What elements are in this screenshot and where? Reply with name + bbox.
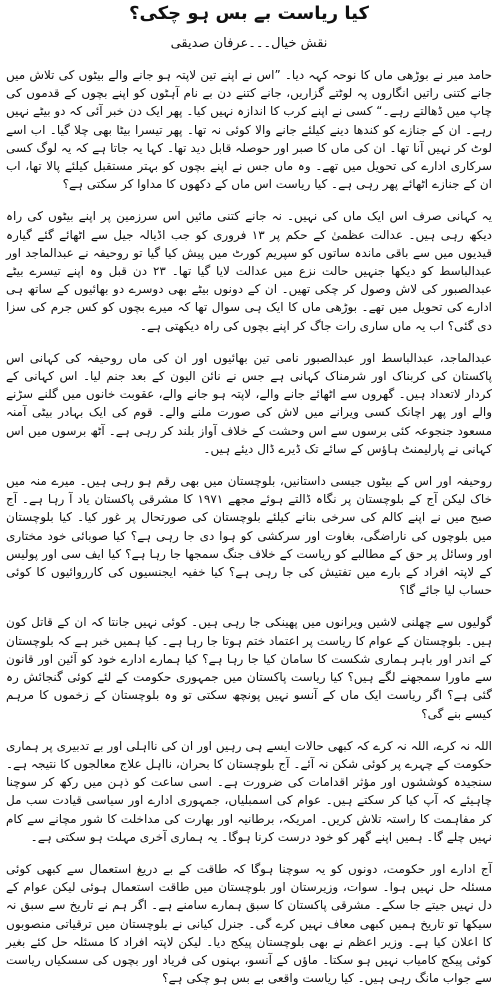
paragraph: آج ادارے اور حکومت، دونوں کو یہ سوچنا ہوگا کہ طاقت کے بے دریغ استعمال سے کبھی کوئی مسئلہ حل نہیں ہوا۔ سوات، وزیرستان اور بلوچستان میں طاقت استعمال ہوئی لیکن عوام کے دل نہیں جیتے جا سکے۔ مشرقی پاکستان کا سبق ہمارے سامنے ہے۔ اگر ہم نے تاریخ سے سبق نہ سیکھا تو تاریخ ہمیں کبھی معاف نہیں کرے گی۔ جنرل کیانی نے بلوچستان میں ترقیاتی منصوبوں کا اعلان کیا ہے۔ وزیر اعظم نے بھی بلوچستان پیکج دیا۔ لیکن لاپتہ افراد کا مسئلہ حل کئے بغیر کوئی پیکج کامیاب نہیں ہو سکتا۔ ماؤں کے آنسو، بہنوں کی فریاد اور بچوں کی سسکیاں ریاست سے جواب مانگ رہی ہیں۔ کیا ریاست واقعی بے بس ہو چکی ہے؟	[6, 861, 492, 986]
column-header	[0, 0, 498, 62]
column-title: کیا ریاست بے بس ہو چکی؟	[129, 3, 369, 24]
paragraph: گولیوں سے چھلنی لاشیں ویرانوں میں پھینکی جا رہی ہیں۔ کوئی نہیں جانتا کہ ان کے قاتل کون ہیں۔ بلوچستان کے عوام کا ریاست پر اعتماد ختم ہوتا جا رہا ہے۔ کیا ہمیں خبر ہے کہ بلوچستان کے اندر اور باہر ہماری شکست کا سامان کیا جا رہا ہے؟ کیا ہمارے ادارے خود کو آئین اور قانون سے ماورا سمجھنے لگے ہیں؟ کیا ریاست پاکستان میں جمہوری حکومت کے لئے کوئی گنجائش رہ گئی ہے؟ اگر ریاست ایک ماں کے آنسو نہیں پونچھ سکتی تو وہ بلوچستان کے زخموں کا مرہم کیسے بنے گی؟	[6, 615, 492, 721]
column-body	[5, 66, 493, 986]
paragraph: اللہ نہ کرے، اللہ نہ کرے کہ کبھی حالات ایسے ہی رہیں اور ان کی نااہلی اور بے تدبیری پر ہماری حکومت کے چہرے پر کوئی شکن نہ آئے۔ آج بلوچستان کا بحران، نااہل علاج معالجوں کا نتیجہ ہے۔ سنجیدہ کوششوں اور مؤثر اقدامات کی ضرورت ہے۔ اسی ساعت کو ذہن میں رکھ کر سوچنا چاہیئے کہ آپ کیا کر سکتے ہیں۔ عوام کی اسمبلیاں، جمہوری ادارے اور سیاسی قیادت سب مل کر مفاہمت کا راستہ تلاش کریں۔ امریکہ، برطانیہ اور بھارت کی مداخلت کا شور مچانے سے کام نہیں چلے گا۔ ہمیں اپنے گھر کو خود درست کرنا ہوگا۔ یہ ہماری آخری مہلت ہو سکتی ہے۔	[6, 738, 492, 844]
paragraph: عبدالماجد، عبدالباسط اور عبدالصبور نامی تین بھائیوں اور ان کی ماں روحیفہ کی کہانی اس پاکستان کی کربناک اور شرمناک کہانی ہے جس نے نائن الیون کے بعد جنم لیا۔ اس کہانی کے کردار لاتعداد ہیں۔ گھروں سے اٹھائے جانے والے، لاپتہ ہو جانے والے، عقوبت خانوں میں گلنے سڑنے والے اور پھر اچانک کسی ویرانے میں لاش کی صورت ملنے والے۔ قوم کی ایک بہادر بیٹی آمنہ مسعود جنجوعہ کئی برسوں سے اس وحشت کے خلاف آواز بلند کر رہی ہے۔ آٹھ برسوں میں اس کہانی نے پارلیمنٹ ہاؤس کے سائے تک ڈیرے ڈال دیئے ہیں۔	[6, 350, 492, 456]
paragraph: حامد میر نے بوڑھی ماں کا نوحہ کہہ دیا۔ ”اس نے اپنے تین لاپتہ ہو جانے والے بیٹوں کی تلاش میں جانے کتنی راتیں انگاروں پہ لوٹتے گزاریں، جانے کتنے دن بے نام آہٹوں کو اپنے بچوں کے قدموں کی چاپ میں ڈھالتے رہے۔“ کسی نے اپنے کرب کا اندازہ نہیں کیا۔ پھر ایک دن خبر آئی کہ دو بیٹے نہیں رہے۔ ان کے جنازے کو کندھا دینے کیلئے جانے والا کوئی نہ تھا۔ پھر تیسرا بیٹا بھی چلا گیا۔ اب اسے لوٹ کر نہیں آنا تھا۔ ان کی ماں کا صبر اور حوصلہ قابل دید تھا۔ کہا یہ جاتا ہے کہ یہ لوگ کسی سرکاری ادارے کی تحویل میں تھے۔ وہ ماں جس نے اپنے بچوں کو بہتر مستقبل کیلئے پالا تھا، اب ان کے جنازے اٹھائے پھر رہی ہے۔ کیا ریاست اس ماں کے دکھوں کا مداوا کر سکتی ہے؟	[5, 68, 493, 192]
paragraph: یہ کہانی صرف اس ایک ماں کی نہیں۔ نہ جانے کتنی مائیں اس سرزمین پر اپنے بیٹوں کی راہ دیکھ رہی ہیں۔ عدالت عظمیٰ کے حکم پر ۱۳ فروری کو جب اڈیالہ جیل سے اٹھائے گئے گیارہ قیدیوں میں سے باقی ماندہ ساتوں کو سپریم کورٹ میں پیش کیا گیا تو روحیفہ نے عبدالماجد اور عبدالباسط کو دیکھا جنہیں حالت نزع میں عدالت لایا گیا تھا۔ ۲۳ دن قبل وہ اپنے تیسرے بیٹے عبدالصبور کی لاش وصول کر چکی تھیں۔ ان کے دونوں بیٹے بھی دوسرے دو بھائیوں کے ساتھ ہی ادارے کی تحویل میں تھے۔ بوڑھی ماں کا ایک ہی سوال تھا کہ میرے بچوں کو کس جرم کی سزا دی گئی؟ اب یہ ماں ساری رات جاگ کر اپنے بچوں کی راہ دیکھتی ہے۔	[6, 209, 492, 333]
paragraph: روحیفہ اور اس کے بیٹوں جیسی داستانیں، بلوچستان میں بھی رقم ہو رہی ہیں۔ میرے منہ میں خاک لیکن آج کے بلوچستان پر نگاہ ڈالتے ہوئے مجھے ۱۹۷۱ کا مشرقی پاکستان یاد آ رہا ہے۔ آج صبح میں نے اپنے کالم کی سرخی بنانے کیلئے بلوچستان کی صورتحال پر غور کیا۔ کیا بلوچستان میں بلوچوں کی ناراضگی، بغاوت اور سرکشی کو ہوا دی جا رہی ہے؟ کیا صوبائی خود مختاری اور وسائل پر حق کے مطالبے کو ریاست کے خلاف جنگ سمجھا جا رہا ہے؟ کیا ایف سی اور پولیس کے لاپتہ افراد کے بارے میں تفتیش کی جا رہی ہے؟ کیا خفیہ ایجنسیوں کی کارروائیوں کا کوئی حساب لیا جائے گا؟	[6, 474, 493, 598]
column-byline: نقش خیال۔۔۔عرفان صدیقی	[170, 36, 328, 51]
